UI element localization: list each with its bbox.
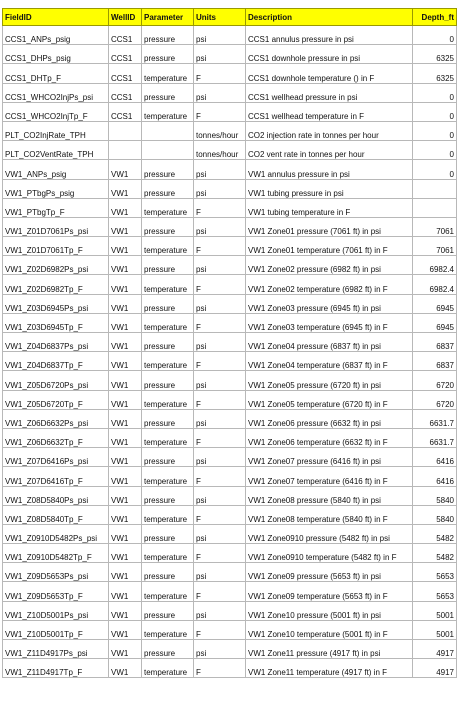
units-cell[interactable]: F: [194, 275, 246, 294]
description-cell[interactable]: VW1 Zone02 temperature (6982 ft) in F: [246, 275, 413, 294]
table-row: [3, 563, 457, 582]
description-cell[interactable]: VW1 Zone01 pressure (7061 ft) in psi: [246, 217, 413, 236]
description-cell[interactable]: VW1 Zone07 pressure (6416 ft) in psi: [246, 448, 413, 467]
description-cell[interactable]: VW1 Zone08 temperature (5840 ft) in F: [246, 505, 413, 524]
depth-cell[interactable]: 5482: [413, 524, 457, 543]
wellid-cell[interactable]: [109, 141, 142, 160]
wellid-cell[interactable]: VW1: [109, 179, 142, 198]
description-cell[interactable]: CCS1 downhole pressure in psi: [246, 45, 413, 64]
depth-cell[interactable]: 4917: [413, 640, 457, 659]
fieldid-cell[interactable]: VW1_Z0910D5482Ps_psi: [3, 524, 109, 543]
parameter-cell[interactable]: pressure: [142, 409, 194, 428]
parameter-cell[interactable]: pressure: [142, 26, 194, 45]
fieldid-cell[interactable]: VW1_Z04D6837Ps_psi: [3, 333, 109, 352]
depth-cell[interactable]: 5840: [413, 505, 457, 524]
depth-cell[interactable]: 5001: [413, 620, 457, 639]
wellid-cell[interactable]: VW1: [109, 640, 142, 659]
parameter-cell[interactable]: temperature: [142, 620, 194, 639]
description-cell[interactable]: VW1 Zone11 temperature (4917 ft) in F: [246, 659, 413, 678]
depth-cell[interactable]: 5482: [413, 544, 457, 563]
description-cell[interactable]: VW1 Zone0910 temperature (5482 ft) in F: [246, 544, 413, 563]
wellid-cell[interactable]: VW1: [109, 198, 142, 217]
wellid-cell[interactable]: VW1: [109, 505, 142, 524]
wellid-cell[interactable]: CCS1: [109, 102, 142, 121]
parameter-cell[interactable]: temperature: [142, 198, 194, 217]
table-row: [3, 409, 457, 428]
table-row: [3, 544, 457, 563]
fieldid-cell[interactable]: VW1_Z05D6720Ps_psi: [3, 371, 109, 390]
description-cell[interactable]: CO2 injection rate in tonnes per hour: [246, 121, 413, 140]
units-cell[interactable]: F: [194, 390, 246, 409]
parameter-cell[interactable]: pressure: [142, 448, 194, 467]
wellid-cell[interactable]: VW1: [109, 524, 142, 543]
fieldid-cell[interactable]: VW1_Z11D4917Ps_psi: [3, 640, 109, 659]
header-row: [3, 9, 457, 26]
table-row: [3, 179, 457, 198]
parameter-cell[interactable]: temperature: [142, 237, 194, 256]
column-header-wellid[interactable]: WellID: [109, 9, 142, 26]
description-cell[interactable]: VW1 Zone01 temperature (7061 ft) in F: [246, 237, 413, 256]
wellid-cell[interactable]: CCS1: [109, 64, 142, 83]
depth-cell[interactable]: 0: [413, 121, 457, 140]
depth-cell[interactable]: 6416: [413, 467, 457, 486]
wellid-cell[interactable]: VW1: [109, 409, 142, 428]
table-row: [3, 524, 457, 543]
parameter-cell[interactable]: temperature: [142, 582, 194, 601]
units-cell[interactable]: psi: [194, 409, 246, 428]
units-cell[interactable]: F: [194, 352, 246, 371]
parameter-cell[interactable]: pressure: [142, 371, 194, 390]
depth-cell[interactable]: 0: [413, 160, 457, 179]
table-row: [3, 428, 457, 447]
depth-cell[interactable]: 5653: [413, 582, 457, 601]
table-row: [3, 26, 457, 45]
parameter-cell[interactable]: pressure: [142, 294, 194, 313]
description-cell[interactable]: VW1 Zone05 pressure (6720 ft) in psi: [246, 371, 413, 390]
wellid-cell[interactable]: [109, 121, 142, 140]
wellid-cell[interactable]: VW1: [109, 467, 142, 486]
fieldid-cell[interactable]: CCS1_DHPs_psig: [3, 45, 109, 64]
fieldid-cell[interactable]: CCS1_WHCO2InjPs_psi: [3, 83, 109, 102]
table-row: [3, 83, 457, 102]
wellid-cell[interactable]: VW1: [109, 563, 142, 582]
fieldid-cell[interactable]: VW1_Z07D6416Ps_psi: [3, 448, 109, 467]
wellid-cell[interactable]: CCS1: [109, 83, 142, 102]
units-cell[interactable]: psi: [194, 294, 246, 313]
table-row: [3, 505, 457, 524]
description-cell[interactable]: VW1 Zone07 temperature (6416 ft) in F: [246, 467, 413, 486]
depth-cell[interactable]: 6416: [413, 448, 457, 467]
table-row: [3, 371, 457, 390]
table-row: [3, 64, 457, 83]
description-cell[interactable]: VW1 Zone10 pressure (5001 ft) in psi: [246, 601, 413, 620]
wellid-cell[interactable]: VW1: [109, 333, 142, 352]
data-table: [2, 8, 457, 678]
parameter-cell[interactable]: [142, 121, 194, 140]
units-cell[interactable]: psi: [194, 563, 246, 582]
parameter-cell[interactable]: temperature: [142, 313, 194, 332]
table-row: [3, 217, 457, 236]
units-cell[interactable]: F: [194, 102, 246, 121]
depth-cell[interactable]: 6945: [413, 313, 457, 332]
table-row: [3, 45, 457, 64]
units-cell[interactable]: psi: [194, 333, 246, 352]
table-row: [3, 352, 457, 371]
parameter-cell[interactable]: pressure: [142, 160, 194, 179]
fieldid-cell[interactable]: VW1_Z0910D5482Tp_F: [3, 544, 109, 563]
table-row: [3, 601, 457, 620]
fieldid-cell[interactable]: VW1_Z09D5653Tp_F: [3, 582, 109, 601]
depth-cell[interactable]: 6720: [413, 371, 457, 390]
fieldid-cell[interactable]: VW1_Z03D6945Ps_psi: [3, 294, 109, 313]
fieldid-cell[interactable]: VW1_Z09D5653Ps_psi: [3, 563, 109, 582]
fieldid-cell[interactable]: VW1_Z03D6945Tp_F: [3, 313, 109, 332]
wellid-cell[interactable]: VW1: [109, 352, 142, 371]
parameter-cell[interactable]: temperature: [142, 659, 194, 678]
table-row: [3, 160, 457, 179]
units-cell[interactable]: psi: [194, 217, 246, 236]
parameter-cell[interactable]: pressure: [142, 333, 194, 352]
wellid-cell[interactable]: CCS1: [109, 26, 142, 45]
depth-cell[interactable]: [413, 198, 457, 217]
description-cell[interactable]: VW1 Zone08 pressure (5840 ft) in psi: [246, 486, 413, 505]
units-cell[interactable]: F: [194, 237, 246, 256]
wellid-cell[interactable]: VW1: [109, 620, 142, 639]
fieldid-cell[interactable]: VW1_PTbgTp_F: [3, 198, 109, 217]
fieldid-cell[interactable]: VW1_Z01D7061Tp_F: [3, 237, 109, 256]
depth-cell[interactable]: 0: [413, 83, 457, 102]
fieldid-cell[interactable]: VW1_ANPs_psig: [3, 160, 109, 179]
column-header-description[interactable]: Description: [246, 9, 413, 26]
wellid-cell[interactable]: VW1: [109, 294, 142, 313]
fieldid-cell[interactable]: CCS1_WHCO2InjTp_F: [3, 102, 109, 121]
table-row: [3, 102, 457, 121]
parameter-cell[interactable]: pressure: [142, 256, 194, 275]
fieldid-cell[interactable]: VW1_Z08D5840Ps_psi: [3, 486, 109, 505]
table-row: [3, 294, 457, 313]
wellid-cell[interactable]: VW1: [109, 256, 142, 275]
parameter-cell[interactable]: temperature: [142, 102, 194, 121]
units-cell[interactable]: psi: [194, 640, 246, 659]
units-cell[interactable]: F: [194, 313, 246, 332]
parameter-cell[interactable]: pressure: [142, 217, 194, 236]
units-cell[interactable]: F: [194, 659, 246, 678]
description-cell[interactable]: VW1 Zone09 pressure (5653 ft) in psi: [246, 563, 413, 582]
description-cell[interactable]: VW1 tubing pressure in psi: [246, 179, 413, 198]
wellid-cell[interactable]: VW1: [109, 544, 142, 563]
units-cell[interactable]: psi: [194, 601, 246, 620]
depth-cell[interactable]: 6982.4: [413, 275, 457, 294]
wellid-cell[interactable]: VW1: [109, 237, 142, 256]
depth-cell[interactable]: 0: [413, 141, 457, 160]
table-row: [3, 198, 457, 217]
table-row: [3, 486, 457, 505]
parameter-cell[interactable]: temperature: [142, 467, 194, 486]
fieldid-cell[interactable]: CCS1_ANPs_psig: [3, 26, 109, 45]
description-cell[interactable]: VW1 Zone10 temperature (5001 ft) in F: [246, 620, 413, 639]
wellid-cell[interactable]: VW1: [109, 313, 142, 332]
wellid-cell[interactable]: VW1: [109, 160, 142, 179]
depth-cell[interactable]: 5653: [413, 563, 457, 582]
description-cell[interactable]: VW1 Zone03 pressure (6945 ft) in psi: [246, 294, 413, 313]
table-row: [3, 141, 457, 160]
fieldid-cell[interactable]: VW1_Z07D6416Tp_F: [3, 467, 109, 486]
description-cell[interactable]: CCS1 wellhead temperature in F: [246, 102, 413, 121]
wellid-cell[interactable]: VW1: [109, 217, 142, 236]
units-cell[interactable]: psi: [194, 179, 246, 198]
parameter-cell[interactable]: temperature: [142, 275, 194, 294]
parameter-cell[interactable]: pressure: [142, 179, 194, 198]
description-cell[interactable]: VW1 Zone05 temperature (6720 ft) in F: [246, 390, 413, 409]
wellid-cell[interactable]: VW1: [109, 486, 142, 505]
description-cell[interactable]: CO2 vent rate in tonnes per hour: [246, 141, 413, 160]
units-cell[interactable]: F: [194, 467, 246, 486]
fieldid-cell[interactable]: VW1_Z10D5001Ps_psi: [3, 601, 109, 620]
fieldid-cell[interactable]: VW1_Z02D6982Ps_psi: [3, 256, 109, 275]
wellid-cell[interactable]: VW1: [109, 428, 142, 447]
table-row: [3, 333, 457, 352]
depth-cell[interactable]: 0: [413, 26, 457, 45]
depth-cell[interactable]: 6720: [413, 390, 457, 409]
parameter-cell[interactable]: pressure: [142, 640, 194, 659]
units-cell[interactable]: F: [194, 64, 246, 83]
units-cell[interactable]: psi: [194, 83, 246, 102]
fieldid-cell[interactable]: VW1_Z06D6632Tp_F: [3, 428, 109, 447]
description-cell[interactable]: VW1 Zone09 temperature (5653 ft) in F: [246, 582, 413, 601]
fieldid-cell[interactable]: VW1_Z11D4917Tp_F: [3, 659, 109, 678]
fieldid-cell[interactable]: VW1_Z08D5840Tp_F: [3, 505, 109, 524]
table-row: [3, 467, 457, 486]
parameter-cell[interactable]: temperature: [142, 64, 194, 83]
table-row: [3, 121, 457, 140]
description-cell[interactable]: VW1 annulus pressure in psi: [246, 160, 413, 179]
depth-cell[interactable]: 6631.7: [413, 428, 457, 447]
depth-cell[interactable]: 5840: [413, 486, 457, 505]
description-cell[interactable]: VW1 Zone04 pressure (6837 ft) in psi: [246, 333, 413, 352]
depth-cell[interactable]: 6325: [413, 45, 457, 64]
description-cell[interactable]: VW1 Zone0910 pressure (5482 ft) in psi: [246, 524, 413, 543]
units-cell[interactable]: F: [194, 582, 246, 601]
column-header-fieldid[interactable]: FieldID: [3, 9, 109, 26]
description-cell[interactable]: VW1 Zone06 pressure (6632 ft) in psi: [246, 409, 413, 428]
depth-cell[interactable]: 4917: [413, 659, 457, 678]
fieldid-cell[interactable]: PLT_CO2InjRate_TPH: [3, 121, 109, 140]
fieldid-cell[interactable]: VW1_Z02D6982Tp_F: [3, 275, 109, 294]
parameter-cell[interactable]: pressure: [142, 486, 194, 505]
fieldid-cell[interactable]: PLT_CO2VentRate_TPH: [3, 141, 109, 160]
parameter-cell[interactable]: pressure: [142, 524, 194, 543]
units-cell[interactable]: psi: [194, 160, 246, 179]
depth-cell[interactable]: 0: [413, 102, 457, 121]
table-row: [3, 582, 457, 601]
fieldid-cell[interactable]: VW1_Z01D7061Ps_psi: [3, 217, 109, 236]
units-cell[interactable]: F: [194, 428, 246, 447]
wellid-cell[interactable]: VW1: [109, 601, 142, 620]
depth-cell[interactable]: 7061: [413, 237, 457, 256]
depth-cell[interactable]: 6837: [413, 333, 457, 352]
units-cell[interactable]: F: [194, 198, 246, 217]
wellid-cell[interactable]: VW1: [109, 659, 142, 678]
column-header-depth[interactable]: Depth_ft: [413, 9, 457, 26]
description-cell[interactable]: CCS1 wellhead pressure in psi: [246, 83, 413, 102]
description-cell[interactable]: VW1 Zone02 pressure (6982 ft) in psi: [246, 256, 413, 275]
wellid-cell[interactable]: VW1: [109, 371, 142, 390]
depth-cell[interactable]: 6982.4: [413, 256, 457, 275]
units-cell[interactable]: psi: [194, 256, 246, 275]
units-cell[interactable]: psi: [194, 26, 246, 45]
table-row: [3, 237, 457, 256]
parameter-cell[interactable]: pressure: [142, 45, 194, 64]
units-cell[interactable]: psi: [194, 448, 246, 467]
table-row: [3, 620, 457, 639]
table-row: [3, 448, 457, 467]
depth-cell[interactable]: 5001: [413, 601, 457, 620]
parameter-cell[interactable]: temperature: [142, 390, 194, 409]
table-row: [3, 659, 457, 678]
wellid-cell[interactable]: CCS1: [109, 45, 142, 64]
depth-cell[interactable]: 6945: [413, 294, 457, 313]
table-row: [3, 390, 457, 409]
depth-cell[interactable]: 6631.7: [413, 409, 457, 428]
units-cell[interactable]: psi: [194, 45, 246, 64]
wellid-cell[interactable]: VW1: [109, 582, 142, 601]
units-cell[interactable]: F: [194, 544, 246, 563]
parameter-cell[interactable]: temperature: [142, 544, 194, 563]
depth-cell[interactable]: [413, 179, 457, 198]
table-row: [3, 313, 457, 332]
column-header-units[interactable]: Units: [194, 9, 246, 26]
units-cell[interactable]: tonnes/hour: [194, 121, 246, 140]
depth-cell[interactable]: 7061: [413, 217, 457, 236]
description-cell[interactable]: VW1 tubing temperature in F: [246, 198, 413, 217]
description-cell[interactable]: VW1 Zone04 temperature (6837 ft) in F: [246, 352, 413, 371]
units-cell[interactable]: psi: [194, 486, 246, 505]
parameter-cell[interactable]: temperature: [142, 505, 194, 524]
units-cell[interactable]: tonnes/hour: [194, 141, 246, 160]
fieldid-cell[interactable]: VW1_Z10D5001Tp_F: [3, 620, 109, 639]
fieldid-cell[interactable]: VW1_PTbgPs_psig: [3, 179, 109, 198]
description-cell[interactable]: CCS1 downhole temperature () in F: [246, 64, 413, 83]
units-cell[interactable]: psi: [194, 524, 246, 543]
fieldid-cell[interactable]: VW1_Z04D6837Tp_F: [3, 352, 109, 371]
description-cell[interactable]: CCS1 annulus pressure in psi: [246, 26, 413, 45]
spreadsheet: [2, 8, 456, 678]
wellid-cell[interactable]: VW1: [109, 275, 142, 294]
parameter-cell[interactable]: temperature: [142, 352, 194, 371]
column-header-parameter[interactable]: Parameter: [142, 9, 194, 26]
units-cell[interactable]: psi: [194, 371, 246, 390]
parameter-cell[interactable]: pressure: [142, 83, 194, 102]
parameter-cell[interactable]: [142, 141, 194, 160]
parameter-cell[interactable]: pressure: [142, 601, 194, 620]
table-row: [3, 256, 457, 275]
parameter-cell[interactable]: pressure: [142, 563, 194, 582]
parameter-cell[interactable]: temperature: [142, 428, 194, 447]
description-cell[interactable]: VW1 Zone03 temperature (6945 ft) in F: [246, 313, 413, 332]
fieldid-cell[interactable]: VW1_Z06D6632Ps_psi: [3, 409, 109, 428]
wellid-cell[interactable]: VW1: [109, 390, 142, 409]
fieldid-cell[interactable]: VW1_Z05D6720Tp_F: [3, 390, 109, 409]
description-cell[interactable]: VW1 Zone11 pressure (4917 ft) in psi: [246, 640, 413, 659]
table-row: [3, 275, 457, 294]
depth-cell[interactable]: 6837: [413, 352, 457, 371]
wellid-cell[interactable]: VW1: [109, 448, 142, 467]
table-row: [3, 640, 457, 659]
depth-cell[interactable]: 6325: [413, 64, 457, 83]
units-cell[interactable]: F: [194, 620, 246, 639]
fieldid-cell[interactable]: CCS1_DHTp_F: [3, 64, 109, 83]
description-cell[interactable]: VW1 Zone06 temperature (6632 ft) in F: [246, 428, 413, 447]
units-cell[interactable]: F: [194, 505, 246, 524]
